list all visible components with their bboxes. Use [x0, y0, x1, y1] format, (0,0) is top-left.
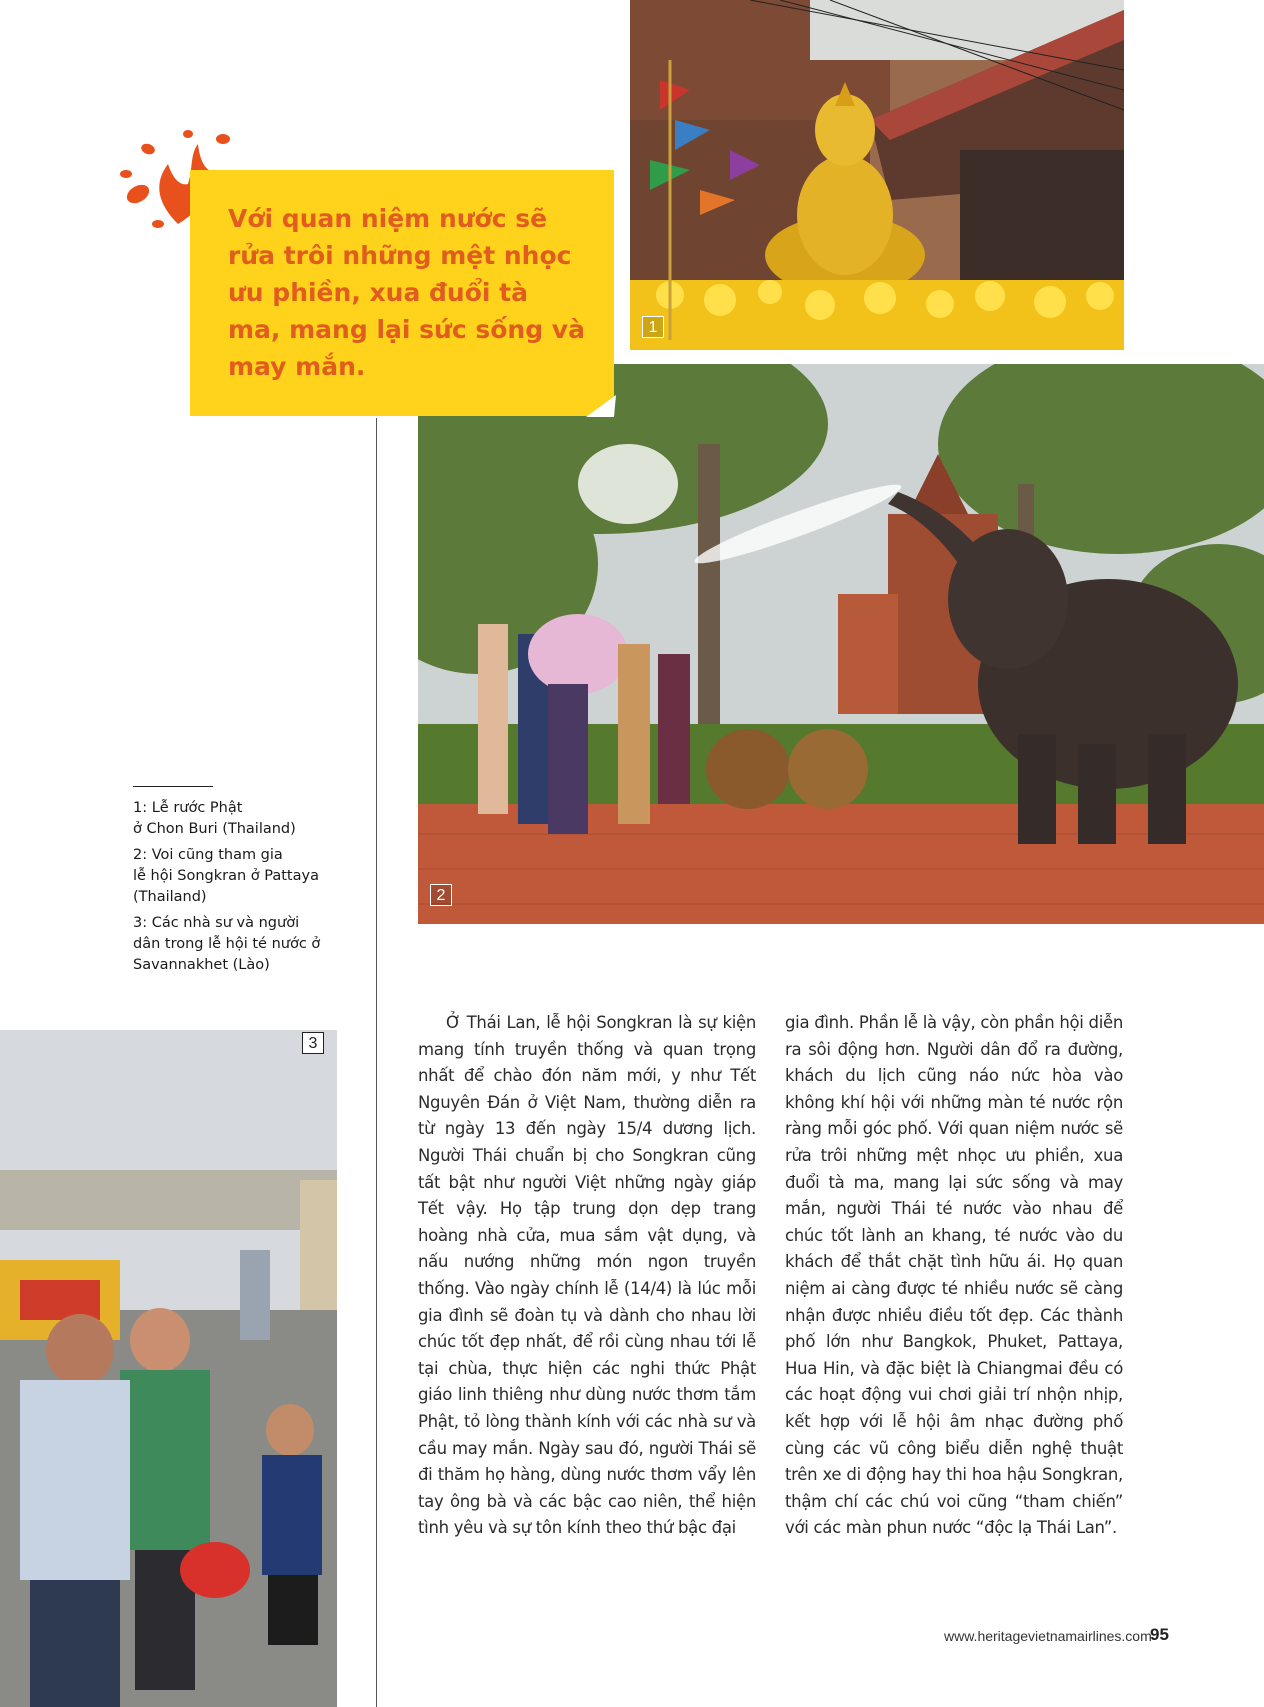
caption-3: 3: Các nhà sư và người dân trong lễ hội té nước ở Savannakhet (Lào)	[133, 915, 321, 973]
photo-number-3: 3	[302, 1032, 324, 1054]
caption-rule	[133, 786, 213, 787]
quote-box-corner	[586, 395, 616, 417]
article-column-2: gia đình. Phần lễ là vậy, còn phần hội diễn ra sôi động hơn. Người dân đổ ra đường, khách du lịch cũng náo nức hòa vào không khí hội với những màn té nước rộn ràng mỗi góc phố. Với quan niệm nước sẽ rửa trôi những mệt nhọc ưu phiền, xua đuổi tà ma, mang lại sức sống và may mắn, người Thái té nước vào nhau để chúc tốt lành an khang, té nước vào du khách để thắt chặt tình hữu ái. Họ quan niệm ai càng được té nhiều nước sẽ càng nhận được nhiều điều tốt đẹp. Các thành phố lớn như Bangkok, Phuket, Pattaya, Hua Hin, và đặc biệt là Chiangmai đều có các hoạt động vui chơi giải trí nhộn nhịp, kết hợp với lễ hội âm nhạc đường phố cùng các vũ công biểu diễn nghệ thuật trên xe di động hay thi hoa hậu Songkran, thậm chí các chú voi cũng “tham chiến” với các màn phun nước “độc lạ Thái Lan”.	[785, 1013, 1123, 1538]
footer-website: www.heritagevietnamairlines.com	[944, 1628, 1152, 1644]
photo-captions	[133, 798, 348, 981]
photo-monks-savannakhet	[0, 1030, 337, 1707]
photo-buddha-procession	[630, 0, 1124, 350]
pull-quote-text: Với quan niệm nước sẽ rửa trôi những mệt nhọc ưu phiền, xua đuổi tà ma, mang lại sức sống và may mắn.	[228, 204, 585, 381]
caption-1: 1: Lễ rước Phật ở Chon Buri (Thailand)	[133, 800, 296, 837]
article-column-1: Ở Thái Lan, lễ hội Songkran là sự kiện mang tính truyền thống và quan trọng nhất để chào đón năm mới, y như Tết Nguyên Đán ở Việt Nam, thường diễn ra từ ngày 13 đến ngày 15/4 dương lịch. Người Thái chuẩn bị cho Songkran cũng tất bật như người Việt những ngày giáp Tết vậy. Họ tập trung dọn dẹp trang hoàng nhà cửa, mua sắm vật dụng, và nấu nướng những món ngon truyền thống. Vào ngày chính lễ (14/4) là lúc mỗi gia đình sẽ đoàn tụ và dành cho nhau lời chúc tốt đẹp nhất, để rồi cùng nhau tới lễ tại chùa, thực hiện các nghi thức Phật giáo linh thiêng như dùng nước thơm tắm Phật, tỏ lòng thành kính với các nhà sư và cầu may mắn. Ngày sau đó, người Thái sẽ đi thăm họ hàng, dùng nước thơm vẩy lên tay ông bà và các bậc cao niên, thể hiện tình yêu và sự tôn kính theo thứ bậc đại	[418, 1013, 756, 1538]
caption-2: 2: Voi cũng tham gia lễ hội Songkran ở Pattaya (Thailand)	[133, 847, 319, 905]
photo-buddha-illustration	[630, 0, 1124, 350]
photo-elephant-illustration	[418, 364, 1264, 924]
photo-number-2: 2	[430, 884, 452, 906]
page-number: 95	[1150, 1625, 1169, 1644]
photo-number-1: 1	[642, 316, 664, 338]
column-divider	[376, 418, 377, 1707]
photo-elephant-songkran	[418, 364, 1264, 924]
photo-monks-illustration	[0, 1030, 337, 1707]
